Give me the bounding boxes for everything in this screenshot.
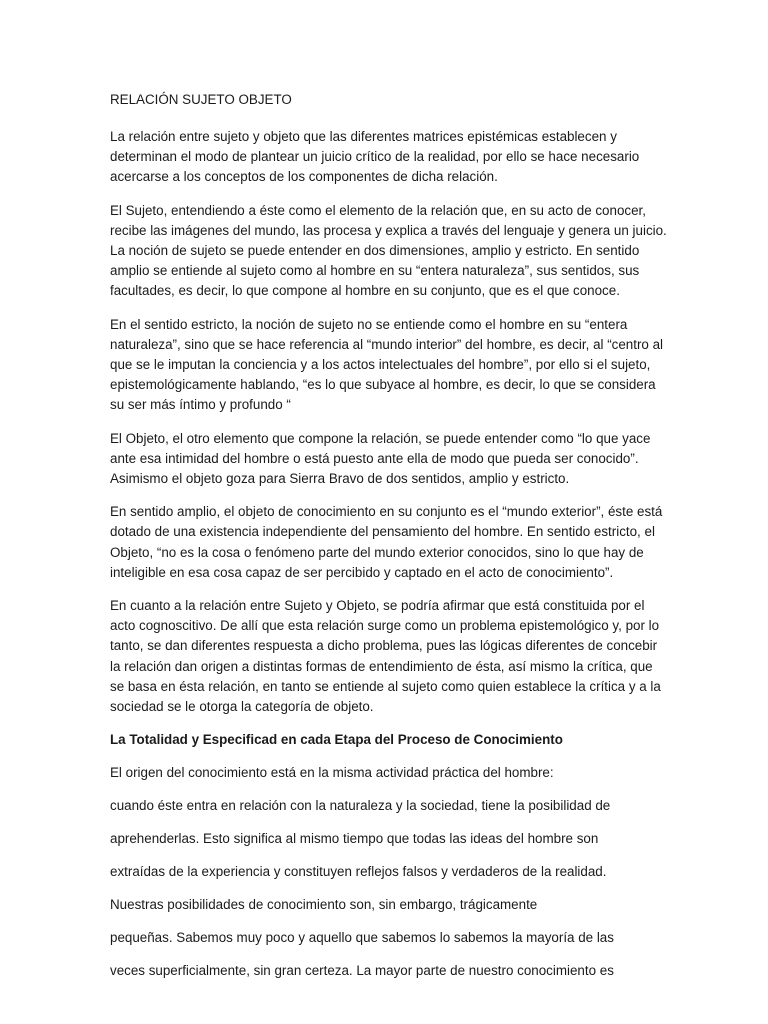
paragraph: En cuanto a la relación entre Sujeto y Objeto, se podría afirmar que está constituida por el acto cognoscitivo. De allí que esta relación surge como un problema epistemológico y, por lo tanto, se dan diferentes respuesta a dicho problema, pues las lógicas diferentes de concebir la relación dan origen a distintas formas de entendimiento de ésta, así mismo la crítica, que se basa en ésta relación, en tanto se entiende al sujeto como quien establece la crítica y a la sociedad se le otorga la categoría de objeto. bbox=[110, 598, 661, 715]
text-line: cuando éste entra en relación con la naturaleza y la sociedad, tiene la posibilidad de bbox=[110, 798, 611, 814]
paragraph: La relación entre sujeto y objeto que las diferentes matrices epistémicas establecen y determinan el modo de plantear un juicio crítico de la realidad, por ello se hace necesario acercarse a los conceptos de los componentes de dicha relación. bbox=[110, 129, 640, 185]
paragraph: El Sujeto, entendiendo a éste como el elemento de la relación que, en su acto de conocer, recibe las imágenes del mundo, las procesa y explica a través del lenguaje y genera un juicio. La noción de sujeto se puede entender en dos dimensiones, amplio y estricto. En sentido amplio se entiende al sujeto como al hombre en su “entera naturaleza”, sus sentidos, sus facultades, es decir, lo que compone al hombre en su conjunto, que es el que conoce. bbox=[110, 202, 667, 299]
text-line: aprehenderlas. Esto significa al mismo tiempo que todas las ideas del hombre son bbox=[110, 831, 599, 847]
paragraph: El Objeto, el otro elemento que compone la relación, se puede entender como “lo que yace ante esa intimidad del hombre o está puesto ante ella de modo que pueda ser conocido”. Asimismo el objeto goza para Sierra Bravo de dos sentidos, amplio y estricto. bbox=[110, 430, 651, 487]
text-line: Nuestras posibilidades de conocimiento son, sin embargo, trágicamente bbox=[110, 897, 538, 913]
text-line: veces superficialmente, sin gran certeza. La mayor parte de nuestro conocimiento es bbox=[110, 963, 614, 979]
document-title: RELACIÓN SUJETO OBJETO bbox=[110, 92, 292, 107]
text-line: pequeñas. Sabemos muy poco y aquello que sabemos lo sabemos la mayoría de las bbox=[110, 930, 614, 946]
paragraph: En sentido amplio, el objeto de conocimiento en su conjunto es el “mundo exterior”, éste está dotado de una existencia independiente del pensamiento del hombre. En sentido estricto, el Objeto, “no es la cosa o fenómeno parte del mundo exterior conocidos, sino lo que hay de inteligible en esa cosa capaz de ser percibido y captado en el acto de conocimiento”. bbox=[110, 504, 663, 580]
paragraph: En el sentido estricto, la noción de sujeto no se entiende como el hombre en su “entera naturaleza”, sino que se hace referencia al “mundo interior” del hombre, es decir, al “centro al que se le imputan la conciencia y a los actos intelectuales del hombre”, por ello si el sujeto, epistemológicamente hablando, “es lo que subyace al hombre, es decir, lo que se considera su ser más íntimo y profundo “ bbox=[110, 316, 664, 413]
text-line: extraídas de la experiencia y constituyen reflejos falsos y verdaderos de la realidad. bbox=[110, 864, 607, 880]
section-heading: La Totalidad y Especificad en cada Etapa del Proceso de Conocimiento bbox=[110, 732, 563, 748]
text-line: El origen del conocimiento está en la misma actividad práctica del hombre: bbox=[110, 765, 554, 781]
